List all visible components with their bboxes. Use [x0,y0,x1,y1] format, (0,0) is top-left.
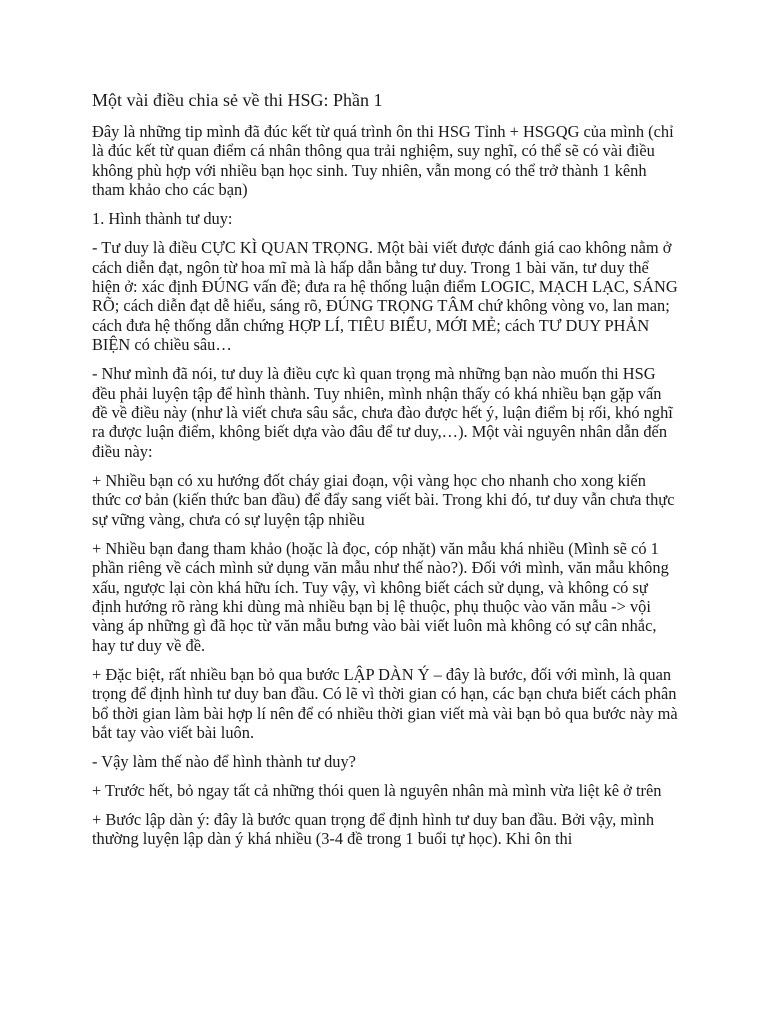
paragraph-intro: Đây là những tip mình đã đúc kết từ quá trình ôn thi HSG Tỉnh + HSGQG của mình (chỉ là đúc kết từ quan điểm cá nhân thông qua trải nghiệm, suy nghĩ, có thể sẽ có vài điều không phù hợp với nhiều bạn học sinh. Tuy nhiên, vẫn mong có thể trở thành 1 kênh tham khảo cho các bạn) [92,122,674,200]
paragraph-section-heading: 1. Hình thành tư duy: [92,209,233,229]
paragraph: + Đặc biệt, rất nhiều bạn bỏ qua bước LẬP DÀN Ý – đây là bước, đối với mình, là quan trọng để định hình tư duy ban đầu. Có lẽ vì thời gian có hạn, các bạn chưa biết cách phân bổ thời gian làm bài hợp lí nên để có nhiều thời gian viết mà vài bạn bỏ qua bước này mà bắt tay vào viết bài luôn. [92,664,678,742]
paragraph: - Tư duy là điều CỰC KÌ QUAN TRỌNG. Một bài viết được đánh giá cao không nằm ở cách diễn đạt, ngôn từ hoa mĩ mà là hấp dẫn bằng tư duy. Trong 1 bài văn, tư duy thể hiện ở: xác định ĐÚNG vấn đề; đưa ra hệ thống luận điểm LOGIC, MẠCH LẠC, SÁNG RÕ; cách diễn đạt dễ hiểu, sáng rõ, ĐÚNG TRỌNG TÂM chứ không vòng vo, lan man; cách đưa hệ thống dẫn chứng HỢP LÍ, TIÊU BIỂU, MỚI MẺ; cách TƯ DUY PHẢN BIỆN có chiều sâu… [92,238,678,355]
document-title: Một vài điều chia sẻ về thi HSG: Phần 1 [92,90,383,110]
paragraph: + Nhiều bạn đang tham khảo (hoặc là đọc, cóp nhặt) văn mẫu khá nhiều (Mình sẽ có 1 phần riêng về cách mình sử dụng văn mẫu như thế nào?). Đối với mình, văn mẫu không xấu, ngược lại còn khá hữu ích. Tuy vậy, vì không biết cách sử dụng, và không có sự định hướng rõ ràng khi dùng mà nhiều bạn bị lệ thuộc, phụ thuộc vào văn mẫu -> vội vàng áp những gì đã học từ văn mẫu bưng vào bài viết luôn mà không có sự cân nhắc, hay tư duy về đề. [92,538,669,655]
paragraph: - Như mình đã nói, tư duy là điều cực kì quan trọng mà những bạn nào muốn thi HSG đều phải luyện tập để hình thành. Tuy nhiên, mình nhận thấy có khá nhiều bạn gặp vấn đề về điều này (như là viết chưa sâu sắc, chưa đào được hết ý, luận điểm bị rối, khó nghĩ ra được luận điểm, không biết dựa vào đâu để tư duy,…). Một vài nguyên nhân dẫn đến điều này: [92,364,673,461]
paragraph: - Vậy làm thế nào để hình thành tư duy? [92,751,356,771]
paragraph: + Nhiều bạn có xu hướng đốt cháy giai đoạn, vội vàng học cho nhanh cho xong kiến thức cơ bản (kiến thức ban đầu) để đẩy sang viết bài. Trong khi đó, tư duy vẫn chưa thực sự vững vàng, chưa có sự luyện tập nhiều [92,470,675,529]
paragraph: + Bước lập dàn ý: đây là bước quan trọng để định hình tư duy ban đầu. Bởi vậy, mình thường luyện lập dàn ý khá nhiều (3-4 đề trong 1 buổi tự học). Khi ôn thi [92,809,655,849]
paragraph: + Trước hết, bỏ ngay tất cả những thói quen là nguyên nhân mà mình vừa liệt kê ở trên [92,780,662,800]
